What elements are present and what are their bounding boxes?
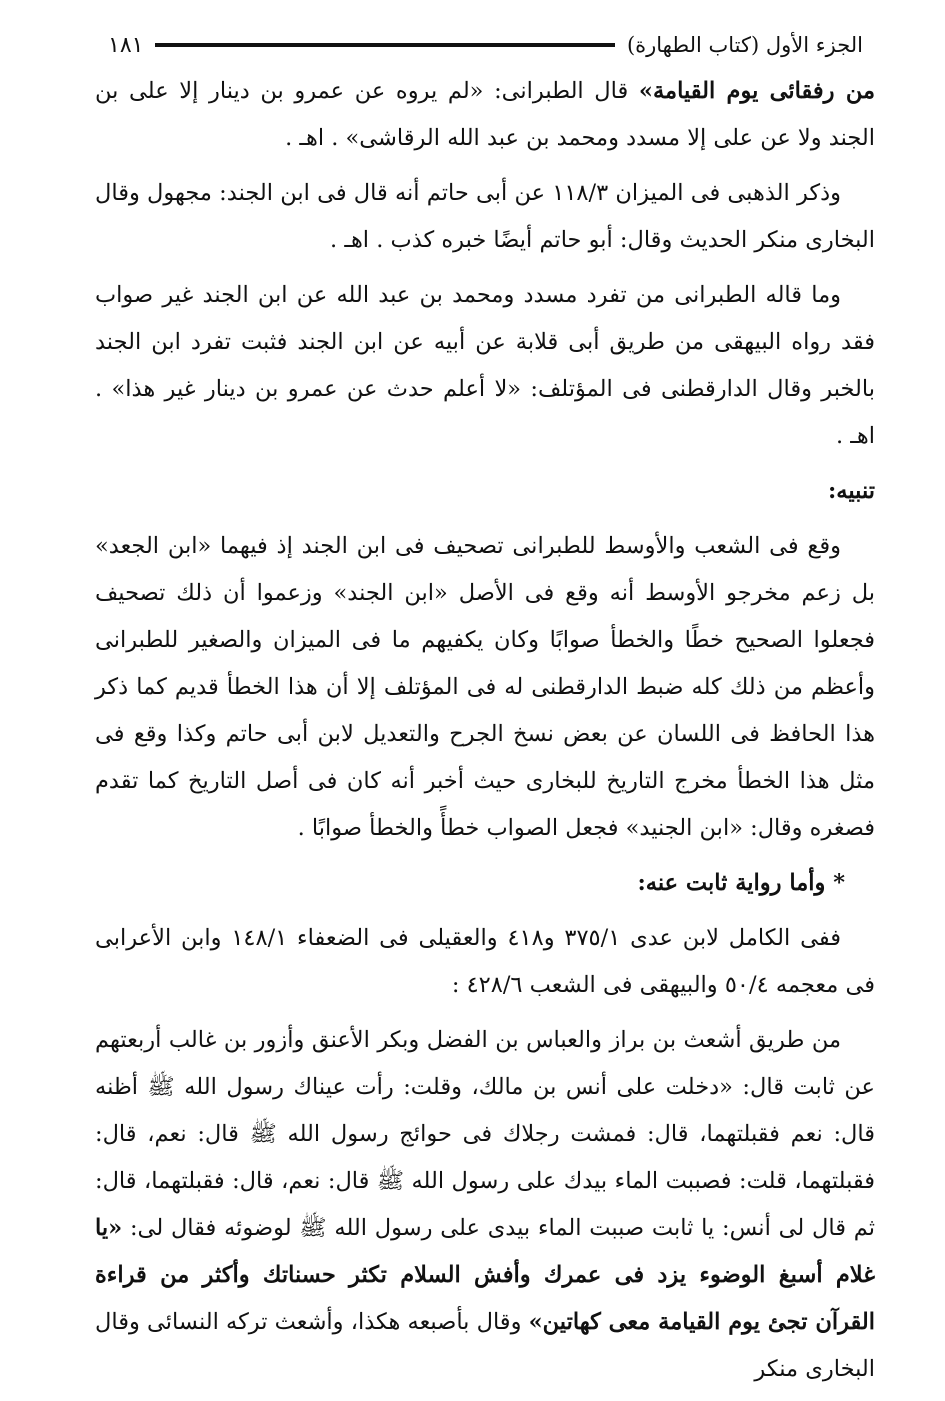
bold-hadith-quote: «يا غلام أسبغ الوضوء يزد فى عمرك وأفش السلام تكثر حسناتك وأكثر من قراءة القرآن تجئ يوم القيامة معى كهاتين»: [95, 1215, 875, 1335]
paragraph-6-text: من طريق أشعث بن براز والعباس بن الفضل وبكر الأعنق وأزور بن غالب أربعتهم عن ثابت قال: «دخلت على أنس بن مالك، وقلت: رأت عيناك رسول الله ﷺ أظنه قال: نعم فقبلتهما، قال: فمشت رجلاك فى حوائج رسول الله ﷺ قال: نعم، قال: فقبلتهما، قلت: فصببت الماء بيدك على رسول الله ﷺ قال: نعم، قال: فقبلتهما، قال: ثم قال لى أنس: يا ثابت صببت الماء بيدى على رسول الله ﷺ لوضوئه فقال لى:: [95, 1027, 875, 1241]
paragraph-5: ففى الكامل لابن عدى ٣٧٥/١ و٤١٨ والعقيلى فى الضعفاء ١٤٨/١ وابن الأعرابى فى معجمه ٥٠/٤ والبيهقى فى الشعب ٤٢٨/٦ :: [95, 925, 875, 998]
header-title: الجزء الأول (كتاب الطهارة): [626, 33, 863, 57]
star-heading-text: * وأما رواية ثابت عنه:: [637, 870, 845, 896]
running-header: [108, 28, 863, 62]
page-number: ١٨١: [108, 32, 144, 58]
paragraph-6: [95, 1017, 875, 1393]
page-body: [95, 68, 875, 1401]
paragraph-2: وذكر الذهبى فى الميزان ١١٨/٣ عن أبى حاتم أنه قال فى ابن الجند: مجهول وقال البخارى منكر الحديث وقال: أبو حاتم أيضًا خبره كذب . اهـ .: [95, 180, 875, 253]
paragraph-1: [95, 68, 875, 162]
paragraph-3: وما قاله الطبرانى من تفرد مسدد ومحمد بن عبد الله عن ابن الجند غير صواب فقد رواه البيهقى من طريق أبى قلابة عن أبيه عن ابن الجند فثبت تفرد ابن الجند بالخبر وقال الدارقطنى فى المؤتلف: «لا أعلم حدث عن عمرو بن دينار غير هذا» . اهـ .: [95, 282, 875, 449]
section-heading-tanbih: تنبيه:: [828, 478, 875, 504]
paragraph-4: وقع فى الشعب والأوسط للطبرانى تصحيف فى ابن الجند إذ فيهما «ابن الجعد» بل زعم مخرجو الأوسط أنه وقع فى الأصل «ابن الجند» وزعموا أن ذلك تصحيف فجعلوا الصحيح خطًا والخطأ صوابًا وكان يكفيهم ما فى الميزان والصغير للطبرانى وأعظم من ذلك كله ضبط الدارقطنى له فى المؤتلف إلا أن هذا الخطأ قديم كما ذكر هذا الحافظ فى اللسان عن بعض نسخ الجرح والتعديل لابن أبى حاتم وكذا وقع فى مثل هذا الخطأ مخرج التاريخ للبخارى حيث أخبر أنه كان فى أصل التاريخ كما تقدم فصغره وقال: «ابن الجنيد» فجعل الصواب خطأً والخطأ صوابًا .: [95, 533, 875, 841]
bold-hadith-ending: من رفقائى يوم القيامة»: [638, 78, 875, 104]
header-rule: [155, 43, 614, 47]
paragraph-1-text: قال الطبرانى: «لم يروه عن عمرو بن دينار إلا على بن الجند ولا عن على إلا مسدد ومحمد بن عبد الله الرقاشى» . اهـ .: [95, 78, 875, 151]
star-heading: [95, 860, 875, 907]
paragraph-6-tail: وقال بأصبعه هكذا، وأشعث تركه النسائى وقال البخارى منكر: [95, 1309, 875, 1382]
